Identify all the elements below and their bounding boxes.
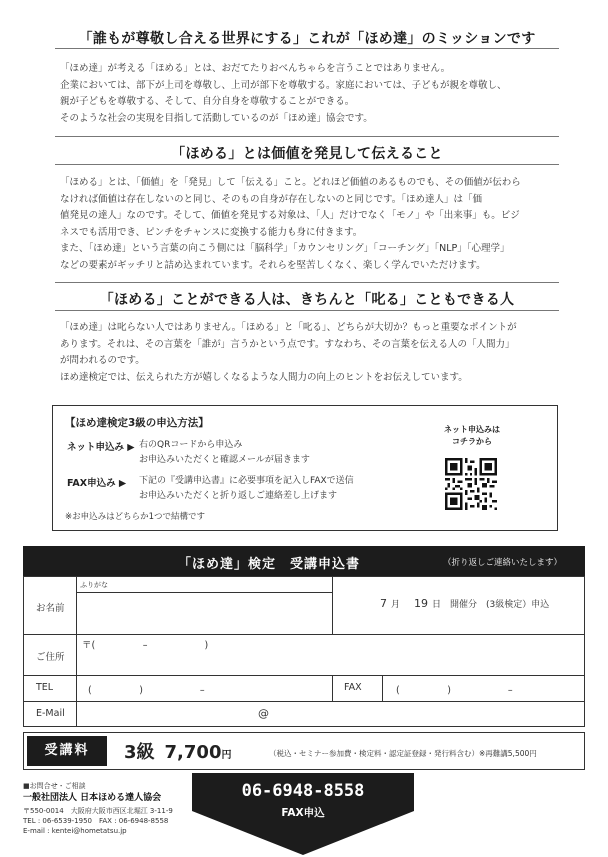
text-line: ネスでも活用でき、ピンチをチャンスに変換する能力も身に付きます。: [60, 226, 363, 238]
fee-price: [124, 738, 231, 764]
section-title-mission: 「誰もが尊敬し合える世界にする」これが「ほめ達」のミッションです: [78, 31, 536, 47]
event-date: [380, 597, 549, 610]
form-col-line: [332, 675, 333, 701]
form-row-line: [24, 675, 584, 676]
text-line: などの要素がギッチリと詰め込まれています。それらを堅苦しくなく、楽しく学んでいただけます。: [60, 259, 486, 271]
email-field[interactable]: @: [258, 707, 269, 720]
net-apply-label: ネット申込み ▶: [67, 442, 135, 453]
form-col-line: [76, 577, 77, 726]
name-label: お名前: [36, 603, 65, 614]
section-title-value: 「ほめる」とは価値を発見して伝えること: [171, 146, 443, 162]
application-form: [23, 576, 585, 727]
text-line: あります。それは、その言葉を「誰が」言うかという点です。すなわち、その言葉を伝える人の「人間力」: [60, 338, 515, 350]
form-col-line: [382, 675, 383, 701]
divider: [55, 136, 559, 137]
contact-address: 〒550-0014 大阪府大阪市西区北堀江 3-11-9: [23, 807, 173, 815]
organization-name: 一般社団法人 日本ほめる達人協会: [23, 793, 162, 803]
fax-apply-label: FAX申込み ▶: [67, 478, 127, 489]
postal-code-field[interactable]: 〒( – ): [82, 640, 209, 651]
mission-paragraph: [60, 61, 554, 127]
tel-field[interactable]: ( ) –: [88, 685, 205, 696]
qr-heading-line: コチラから: [452, 437, 492, 446]
net-apply-text: [139, 438, 310, 468]
fax-apply-text: [139, 474, 354, 504]
fax-line: 下記の『受講申込書』に必要事項を記入しFAXで送信: [139, 476, 354, 486]
section-title-scold: 「ほめる」ことができる人は、きちんと「叱る」こともできる人: [99, 292, 515, 308]
fee-detail: （税込・セミナー参加費・検定料・認定証登録・発行料含む）※再難講5,500円: [269, 749, 537, 758]
value-paragraph: [60, 175, 554, 274]
contact-info: [23, 781, 173, 836]
howto-heading: 【ほめ達検定3級の申込方法】: [65, 417, 209, 429]
qr-heading-line: ネット申込みは: [444, 425, 500, 434]
application-method-box: [52, 405, 558, 531]
form-row-line: [24, 634, 584, 635]
address-label: ご住所: [36, 652, 65, 663]
month-unit: 月: [391, 600, 401, 610]
fax-label: FAX: [344, 682, 362, 693]
form-col-line: [332, 577, 333, 634]
tel-label: TEL: [36, 682, 54, 693]
net-line: お申込みいただくと確認メールが届きます: [139, 455, 310, 465]
contact-heading: ■お問合せ・ご相談: [23, 782, 86, 790]
fee-row: [23, 732, 585, 770]
contact-telfax: TEL : 06-6539-1950 FAX : 06-6948-8558: [23, 817, 169, 825]
contact-email[interactable]: E-mail : kentei@hometatsu.jp: [23, 827, 127, 835]
text-line: ほめ達検定では、伝えられた方が嬉しくなるような人間力の向上のヒントをお伝えしています。: [60, 371, 468, 383]
form-subtitle: （折り返しご連絡いたします）: [443, 558, 563, 568]
form-row-line: [76, 592, 332, 593]
day-value: 19: [414, 597, 429, 610]
form-row-line: [24, 701, 584, 702]
fax-line: お申込みいただくと折り返しご連絡差し上げます: [139, 491, 338, 501]
date-suffix: 日 開催分 (3級検定）申込: [432, 600, 550, 610]
text-line: が問われるのです。: [60, 355, 145, 366]
net-line: 右のQRコードから申込み: [139, 440, 243, 450]
divider: [55, 48, 559, 49]
fee-amount: 7,700: [164, 742, 222, 763]
month-value: 7: [380, 597, 387, 610]
divider: [55, 282, 559, 283]
email-label: E-Mail: [36, 708, 65, 719]
form-header: [23, 546, 585, 576]
name-input[interactable]: [84, 597, 324, 627]
qr-code-icon[interactable]: [445, 458, 497, 510]
text-line: 「ほめ達」は叱らない人ではありません。「ほめる」と「叱る」、どちらが大切か？もっと重要なポイントが: [60, 322, 517, 333]
fee-grade: 3級: [124, 742, 155, 763]
text-line: なければ価値は存在しないのと同じ、そのもの自身が存在しないのと同じです。「ほめ達人」は「価: [60, 193, 482, 205]
text-line: 「ほめる」とは、「価値」を「発見」して「伝える」こと。どれほど価値のあるものでも、その価値が伝わら: [60, 177, 521, 188]
scold-paragraph: [60, 320, 554, 386]
divider: [55, 164, 559, 165]
fax-number: 06-6948-8558: [241, 781, 365, 801]
fee-badge: 受講料: [27, 736, 107, 766]
text-line: 企業においては、部下が上司を尊敬し、上司が部下を尊敬する。家庭においては、子どもが親を尊敬し、: [60, 79, 507, 91]
fax-field[interactable]: ( ) –: [396, 685, 513, 696]
text-line: また、「ほめ達」という言葉の向こう側には「脳科学」「カウンセリング」「コーチング」「NLP」「心理学」: [60, 243, 510, 254]
fee-unit: 円: [221, 750, 232, 761]
form-title: 「ほめ達」検定 受講申込書: [178, 557, 361, 572]
fax-cta-arrow[interactable]: [192, 773, 414, 857]
furigana-label: ふりがな: [80, 581, 108, 589]
fax-apply-cta: FAX申込: [281, 807, 325, 819]
text-line: 親が子どもを尊敬する、そして、自分自身を尊敬することができる。: [60, 96, 355, 107]
divider: [55, 310, 559, 311]
text-line: そのような社会の実現を目指して活動しているのが「ほめ達」協会です。: [60, 112, 373, 124]
qr-heading: [441, 424, 503, 448]
text-line: 「ほめ達」が考える「ほめる」とは、おだてたりおべんちゃらを言うことではありません。: [60, 63, 451, 74]
howto-note: ※お申込みはどちらか1つで結構です: [65, 512, 206, 522]
text-line: 値発見の達人」なのです。そして、価値を発見する対象は、「人」だけでなく「モノ」や「出来事」も。ビジ: [60, 210, 520, 221]
